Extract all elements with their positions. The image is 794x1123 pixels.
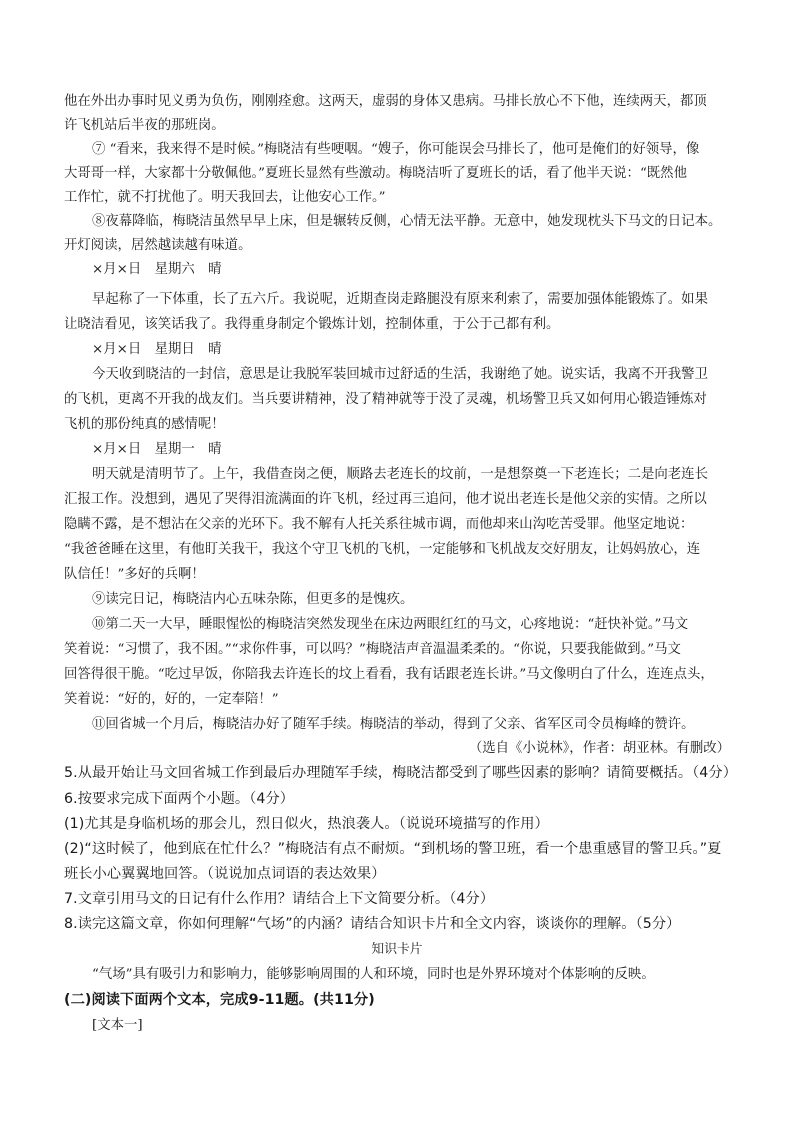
question-5: 5.从最开始让马文回省城工作到最后办理随军手续，梅晓洁都受到了哪些因素的影响？请简要概括。（4分） [64, 765, 737, 781]
story-line: 工作忙，就不打扰他了。明天我回去，让他安心工作。” [64, 190, 386, 205]
diary-line: 飞机的那份纯真的感情呢！ [64, 417, 225, 432]
paragraph-7-line: ⑦ “看来，我来得不是时候。”梅晓洁有些哽咽。“嫂子，你可能误会马排长了，他可是俺们的好领导，像 [92, 142, 700, 157]
story-line: 大哥哥一样，大家都十分敬佩他。”夏班长显然有些激动。梅晓洁听了夏班长的话，看了他半天说：“既然他 [64, 166, 687, 181]
diary-date: ×月×日 星期日 晴 [92, 342, 222, 357]
diary-line: 队信任！”多好的兵啊！ [64, 567, 205, 582]
section-2-heading: (二)阅读下面两个文本，完成9-11题。(共11分) [64, 992, 375, 1008]
question-6-2: (2)“这时候了，他到底在忙什么？”梅晓洁有点不耐烦。“到机场的警卫班，看一个患重感冒的警卫兵。”夏 [64, 841, 722, 857]
story-line: 许飞机站后半夜的那班岗。 [64, 118, 225, 133]
diary-line: 汇报工作。没想到，遇见了哭得泪流满面的许飞机，经过再三追问，他才说出老连长是他父亲的实情。之所以 [64, 492, 707, 507]
story-line: 他在外出办事时见义勇为负伤，刚刚痊愈。这两天，虚弱的身体又患病。马排长放心不下他，连续两天，都顶 [64, 94, 707, 109]
diary-line: 今天收到晓洁的一封信，意思是让我脱军装回城市过舒适的生活，我谢绝了她。说实话，我离不开我警卫 [92, 367, 708, 382]
question-8: 8.读完这篇文章，你如何理解“气场”的内涵？请结合知识卡片和全文内容，谈谈你的理解。（5分） [64, 916, 681, 932]
diary-date: ×月×日 星期一 晴 [92, 442, 222, 457]
text-1-label: [文本一] [92, 1018, 143, 1033]
question-6-1: (1)尤其是身临机场的那会儿，烈日似火，热浪袭人。（说说环境描写的作用） [64, 816, 549, 832]
knowledge-card-title: 知识卡片 [371, 942, 423, 957]
question-6: 6.按要求完成下面两个小题。（4分） [64, 791, 295, 807]
story-line: 笑着说：“好的，好的，一定奉陪！” [64, 692, 279, 707]
question-6-2-cont: 班长小心翼翼地回答。（说说加点词语的表达效果） [64, 866, 386, 882]
diary-line: 的飞机，更离不开我的战友们。当兵要讲精神，没了精神就等于没了灵魂，机场警卫兵又如何用心锻造锤炼对 [64, 392, 707, 407]
diary-line: 明天就是清明节了。上午，我借查岗之便，顺路去老连长的坟前，一是想祭奠一下老连长；二是向老连长 [92, 467, 708, 482]
paragraph-10-line: ⑩第二天一大早，睡眼惺忪的梅晓洁突然发现坐在床边两眼红红的马文，心疼地说：“赶快补觉。”马文 [92, 617, 689, 632]
story-line: 回答得很干脆。“吃过早饭，你陪我去许连长的坟上看看，我有话跟老连长讲。”马文像明白了什么，连连点头， [64, 667, 714, 682]
diary-line: 让晓洁看见，该笑话我了。我得重身制定个锻炼计划，控制体重，于公于己都有利。 [64, 317, 560, 332]
story-line: 笑着说：“习惯了，我不困。”“求你件事，可以吗？”梅晓洁声音温温柔柔的。“你说，只要我能做到。”马文 [64, 642, 681, 657]
story-line: 开灯阅读，居然越读越有味道。 [64, 238, 252, 253]
knowledge-card-text: “气场”具有吸引力和影响力，能够影响周围的人和环境，同时也是外界环境对个体影响的反映。 [92, 967, 655, 982]
paragraph-8-line: ⑧夜幕降临，梅晓洁虽然早早上床，但是辗转反侧，心情无法平静。无意中，她发现枕头下马文的日记本。 [92, 214, 722, 229]
diary-line: “我爸爸睡在这里，有他盯关我干，我这个守卫飞机的飞机，一定能够和飞机战友交好朋友，让妈妈放心，连 [64, 542, 701, 557]
diary-line: 早起称了一下体重，长了五六斤。我说呢，近期查岗走路腿没有原来利索了，需要加强体能锻炼了。如果 [92, 292, 708, 307]
diary-date: ×月×日 星期六 晴 [92, 262, 222, 277]
paragraph-9: ⑨读完日记，梅晓洁内心五味杂陈，但更多的是愧疚。 [92, 592, 414, 607]
diary-line: 隐瞒不露，是不想沾在父亲的光环下。我不解有人托关系往城市调，而他却来山沟吃苦受罪。他坚定地说： [64, 517, 694, 532]
question-7: 7.文章引用马文的日记有什么作用？请结合上下文简要分析。（4分） [64, 891, 495, 907]
paragraph-11: ⑪回省城一个月后，梅晓洁办好了随军手续。梅晓洁的举动，得到了父亲、省军区司令员梅峰的赞许。 [92, 717, 695, 732]
source-citation: （选自《小说林》，作者：胡亚林。有删改） [468, 741, 730, 756]
